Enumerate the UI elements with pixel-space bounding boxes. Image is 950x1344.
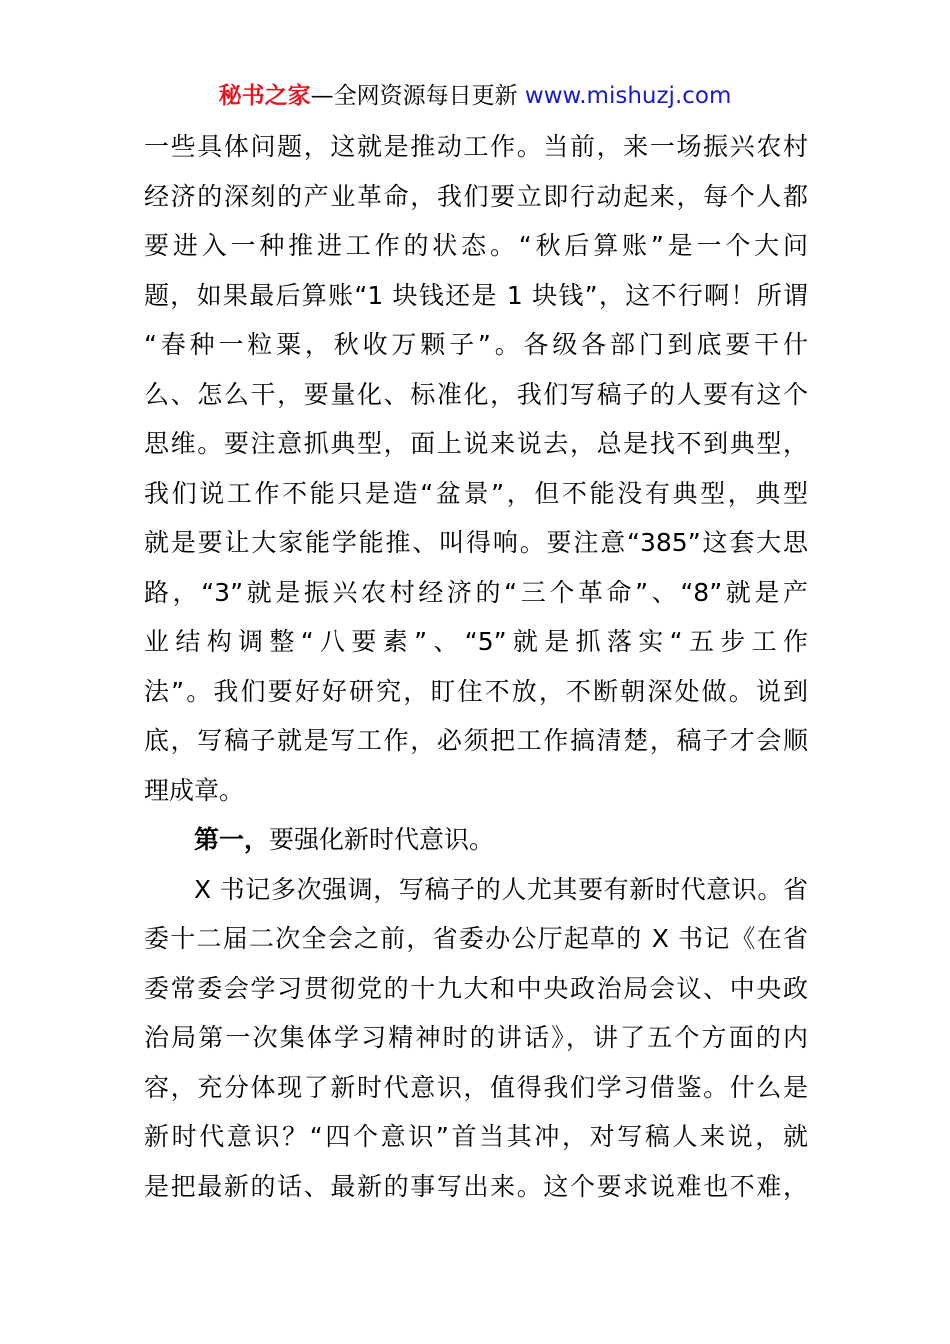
section-heading-text: 要强化新时代意识。	[269, 825, 495, 854]
text-line: 经济的深刻的产业革命，我们要立即行动起来，每个人都	[144, 181, 808, 211]
site-url-link[interactable]: www.mishuzj.com	[524, 83, 732, 109]
text-line: 容，充分体现了新时代意识，值得我们学习借鉴。什么是	[144, 1072, 808, 1102]
site-tagline: —全网资源每日更新	[310, 83, 518, 109]
site-header-banner	[0, 80, 950, 112]
text-line: 么、怎么干，要量化、标准化，我们写稿子的人要有这个	[144, 379, 808, 409]
text-line: 思维。要注意抓典型，面上说来说去，总是找不到典型，	[144, 429, 808, 458]
text-line: 是把最新的话、最新的事写出来。这个要求说难也不难，	[144, 1171, 808, 1201]
text-line: 就是要让大家能学能推、叫得响。要注意“385”这套大思	[144, 528, 808, 557]
site-brand-name: 秘书之家	[218, 83, 311, 109]
document-body	[144, 122, 808, 1211]
text-line: 委十二届二次全会之前，省委办公厅起草的 X 书记《在省	[144, 924, 808, 953]
text-line: 理成章。	[144, 775, 245, 805]
text-line: 新时代意识？“四个意识”首当其冲，对写稿人来说，就	[144, 1122, 808, 1151]
text-line: 底，写稿子就是写工作，必须把工作搞清楚，稿子才会顺	[144, 726, 808, 755]
section-heading-lead: 第一，	[194, 825, 270, 854]
text-line: 业结构调整“八要素”、“5”就是抓落实“五步工作	[144, 627, 808, 656]
text-line: 委常委会学习贯彻党的十九大和中央政治局会议、中央政	[144, 973, 808, 1003]
section-heading	[144, 815, 808, 865]
text-line: 我们说工作不能只是造“盆景”，但不能没有典型，典型	[144, 478, 808, 508]
text-line: 治局第一次集体学习精神时的讲话》，讲了五个方面的内	[144, 1023, 808, 1052]
text-line: 题，如果最后算账“1 块钱还是 1 块钱”，这不行啊！所谓	[144, 280, 808, 310]
paragraph-2	[144, 865, 808, 1212]
paragraph-1	[144, 122, 808, 815]
text-line: X 书记多次强调，写稿子的人尤其要有新时代意识。省	[194, 874, 808, 904]
text-line: 法”。我们要好好研究，盯住不放，不断朝深处做。说到	[144, 676, 808, 706]
text-line: 路，“3”就是振兴农村经济的“三个革命”、“8”就是产	[144, 577, 808, 607]
text-line: 一些具体问题，这就是推动工作。当前，来一场振兴农村	[144, 132, 808, 161]
text-line: 要进入一种推进工作的状态。“秋后算账”是一个大问	[144, 231, 808, 260]
text-line: “春种一粒粟，秋收万颗子”。各级各部门到底要干什	[144, 330, 808, 359]
